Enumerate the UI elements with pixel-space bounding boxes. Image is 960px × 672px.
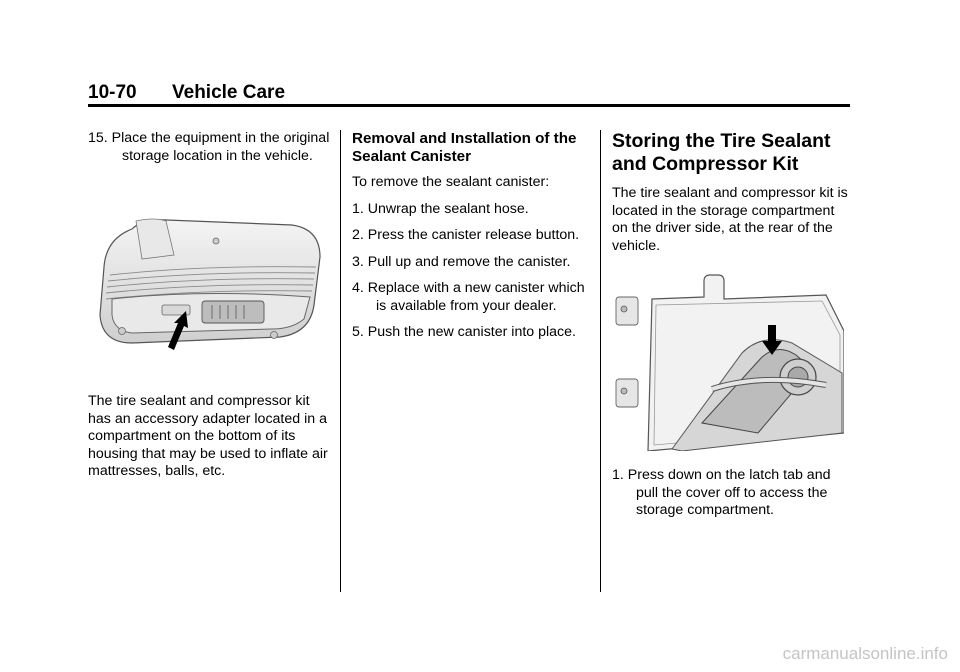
header-rule <box>88 104 850 107</box>
column-divider-2 <box>600 130 601 592</box>
column-left <box>88 130 333 490</box>
column-divider-1 <box>340 130 341 592</box>
removal-step-5: 5. Push the new canister into place. <box>352 324 576 340</box>
storage-compartment-figure <box>612 273 844 451</box>
storage-compartment-illustration <box>612 273 844 451</box>
removal-step-4: 4. Replace with a new canister which is available from your dealer. <box>352 280 585 314</box>
page-header <box>88 80 850 106</box>
column-right <box>612 130 852 529</box>
compressor-kit-figure <box>92 215 324 353</box>
accessory-adapter-paragraph: The tire sealant and compressor kit has an accessory adapter located in a compartment on the bottom of its housing that may be used to inflate air mattresses, balls, etc. <box>88 393 328 479</box>
storing-kit-heading: Storing the Tire Sealant and Compressor Kit <box>612 130 831 175</box>
removal-intro: To remove the sealant canister: <box>352 174 550 190</box>
section-title: Vehicle Care <box>172 82 286 103</box>
removal-installation-heading: Removal and Installation of the Sealant Canister <box>352 130 577 165</box>
watermark: carmanualsonline.info <box>782 644 948 663</box>
removal-step-2: 2. Press the canister release button. <box>352 227 580 243</box>
removal-step-1: 1. Unwrap the sealant hose. <box>352 200 529 217</box>
removal-step-3: 3. Pull up and remove the canister. <box>352 253 571 270</box>
compressor-kit-bottom-illustration <box>92 215 324 353</box>
storing-kit-paragraph: The tire sealant and compressor kit is located in the storage compartment on the driver side, at the rear of the vehicle. <box>612 185 848 254</box>
page-number: 10-70 <box>88 82 137 103</box>
column-middle <box>352 130 590 351</box>
storage-step-1: 1. Press down on the latch tab and pull the cover off to access the storage compartment. <box>612 467 831 518</box>
step-15: 15. Place the equipment in the original storage location in the vehicle. <box>88 130 330 164</box>
